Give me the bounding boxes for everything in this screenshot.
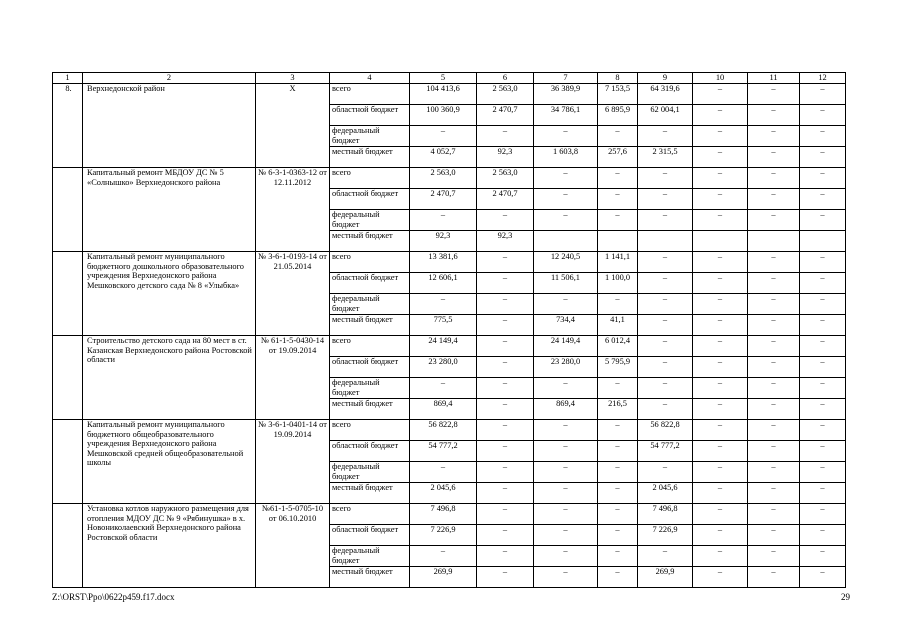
page-number: 29	[841, 592, 850, 602]
value-cell: –	[693, 399, 748, 420]
value-cell: –	[748, 378, 800, 399]
value-cell: 4 052,7	[410, 147, 477, 168]
value-cell: –	[800, 462, 846, 483]
document-number-cell: № 61-1-5-0430-14 от 19.09.2014	[256, 336, 330, 420]
row-number-cell	[53, 168, 83, 252]
value-cell: –	[693, 315, 748, 336]
value-cell: 11 506,1	[534, 273, 598, 294]
value-cell: 92,3	[410, 231, 477, 252]
column-number: 10	[693, 73, 748, 84]
value-cell: –	[800, 336, 846, 357]
value-cell: 2 470,7	[477, 105, 534, 126]
value-cell: 2 563,0	[477, 168, 534, 189]
value-cell: –	[638, 357, 693, 378]
value-cell: 6 012,4	[598, 336, 638, 357]
value-cell: –	[748, 462, 800, 483]
value-cell: 1 603,8	[534, 147, 598, 168]
budget-source-cell: областной бюджет	[330, 441, 410, 462]
budget-source-cell: федеральный бюджет	[330, 126, 410, 147]
value-cell: 216,5	[598, 399, 638, 420]
value-cell: –	[693, 105, 748, 126]
value-cell: 7 496,8	[638, 504, 693, 525]
value-cell: 257,6	[598, 147, 638, 168]
value-cell: –	[800, 126, 846, 147]
budget-source-cell: всего	[330, 420, 410, 441]
value-cell: 104 413,6	[410, 84, 477, 105]
budget-source-cell: местный бюджет	[330, 567, 410, 588]
value-cell: –	[638, 252, 693, 273]
value-cell: –	[598, 210, 638, 231]
budget-source-cell: федеральный бюджет	[330, 294, 410, 315]
value-cell: 2 470,7	[477, 189, 534, 210]
value-cell: –	[748, 546, 800, 567]
value-cell: –	[693, 294, 748, 315]
value-cell: –	[748, 168, 800, 189]
column-number: 11	[748, 73, 800, 84]
object-name-cell: Установка котлов наружного размещения для отопления МДОУ ДС № 9 «Рябинушка» в х. Новониколаевский Верхнедонского района Ростовской области	[83, 504, 256, 588]
value-cell: –	[638, 399, 693, 420]
value-cell: –	[534, 525, 598, 546]
value-cell: –	[693, 525, 748, 546]
value-cell: –	[693, 420, 748, 441]
value-cell: –	[477, 126, 534, 147]
value-cell: –	[598, 126, 638, 147]
value-cell: –	[693, 336, 748, 357]
value-cell: –	[800, 525, 846, 546]
value-cell: –	[598, 378, 638, 399]
value-cell: 92,3	[477, 231, 534, 252]
row-number-cell	[53, 420, 83, 504]
budget-source-cell: федеральный бюджет	[330, 378, 410, 399]
value-cell: –	[477, 378, 534, 399]
value-cell: –	[800, 399, 846, 420]
budget-source-cell: областной бюджет	[330, 525, 410, 546]
value-cell: –	[477, 399, 534, 420]
budget-source-cell: федеральный бюджет	[330, 546, 410, 567]
column-number: 4	[330, 73, 410, 84]
value-cell: –	[477, 567, 534, 588]
value-cell	[800, 231, 846, 252]
value-cell	[693, 231, 748, 252]
value-cell: –	[748, 210, 800, 231]
value-cell: 869,4	[410, 399, 477, 420]
value-cell: –	[638, 294, 693, 315]
value-cell: 269,9	[638, 567, 693, 588]
budget-source-cell: областной бюджет	[330, 105, 410, 126]
row-number-cell: 8.	[53, 84, 83, 168]
value-cell: –	[748, 504, 800, 525]
value-cell: –	[800, 420, 846, 441]
value-cell: –	[638, 210, 693, 231]
row-number-cell	[53, 336, 83, 420]
value-cell: –	[800, 483, 846, 504]
column-number: 3	[256, 73, 330, 84]
value-cell: –	[477, 210, 534, 231]
value-cell: –	[800, 357, 846, 378]
budget-source-cell: всего	[330, 252, 410, 273]
value-cell: 5 795,9	[598, 357, 638, 378]
table-row	[53, 504, 846, 525]
value-cell: –	[477, 252, 534, 273]
value-cell: –	[638, 378, 693, 399]
value-cell: 54 777,2	[638, 441, 693, 462]
value-cell: 869,4	[534, 399, 598, 420]
column-number: 1	[53, 73, 83, 84]
value-cell: –	[748, 315, 800, 336]
value-cell: –	[693, 546, 748, 567]
value-cell: –	[800, 168, 846, 189]
value-cell: 2 315,5	[638, 147, 693, 168]
value-cell: –	[598, 294, 638, 315]
value-cell: –	[800, 567, 846, 588]
value-cell: –	[748, 357, 800, 378]
budget-source-cell: местный бюджет	[330, 483, 410, 504]
value-cell: –	[598, 567, 638, 588]
value-cell: 64 319,6	[638, 84, 693, 105]
budget-source-cell: всего	[330, 168, 410, 189]
value-cell: 23 280,0	[410, 357, 477, 378]
value-cell: –	[534, 189, 598, 210]
value-cell: –	[800, 273, 846, 294]
budget-source-cell: местный бюджет	[330, 147, 410, 168]
value-cell: 2 045,6	[638, 483, 693, 504]
budget-source-cell: всего	[330, 84, 410, 105]
value-cell: –	[638, 315, 693, 336]
value-cell: –	[534, 441, 598, 462]
value-cell: –	[638, 273, 693, 294]
value-cell: –	[693, 126, 748, 147]
document-number-cell: № 3-6-1-0193-14 от 21.05.2014	[256, 252, 330, 336]
budget-source-cell: местный бюджет	[330, 231, 410, 252]
budget-source-cell: местный бюджет	[330, 399, 410, 420]
value-cell: –	[800, 252, 846, 273]
value-cell: –	[598, 441, 638, 462]
value-cell: –	[477, 462, 534, 483]
value-cell: 2 470,7	[410, 189, 477, 210]
value-cell: 23 280,0	[534, 357, 598, 378]
budget-source-cell: областной бюджет	[330, 273, 410, 294]
table-row	[53, 252, 846, 273]
value-cell	[638, 231, 693, 252]
table-row	[53, 84, 846, 105]
document-number-cell: № 6-3-1-0363-12 от 12.11.2012	[256, 168, 330, 252]
value-cell: –	[800, 105, 846, 126]
value-cell: 56 822,8	[638, 420, 693, 441]
value-cell: –	[534, 483, 598, 504]
value-cell: –	[748, 399, 800, 420]
value-cell: –	[748, 252, 800, 273]
value-cell: –	[748, 147, 800, 168]
value-cell: –	[693, 462, 748, 483]
value-cell: 13 381,6	[410, 252, 477, 273]
value-cell: –	[477, 525, 534, 546]
value-cell: 12 240,5	[534, 252, 598, 273]
value-cell: –	[534, 126, 598, 147]
value-cell: –	[534, 294, 598, 315]
value-cell: –	[477, 294, 534, 315]
value-cell: –	[638, 462, 693, 483]
value-cell: 24 149,4	[534, 336, 598, 357]
value-cell: –	[638, 336, 693, 357]
value-cell: 6 895,9	[598, 105, 638, 126]
value-cell: –	[748, 420, 800, 441]
value-cell: 2 563,0	[410, 168, 477, 189]
value-cell: –	[800, 294, 846, 315]
value-cell: –	[638, 546, 693, 567]
value-cell: –	[477, 336, 534, 357]
value-cell: –	[598, 189, 638, 210]
value-cell: –	[748, 483, 800, 504]
value-cell: –	[410, 546, 477, 567]
value-cell: 54 777,2	[410, 441, 477, 462]
value-cell: –	[693, 252, 748, 273]
value-cell: –	[477, 273, 534, 294]
budget-source-cell: федеральный бюджет	[330, 462, 410, 483]
value-cell: –	[598, 525, 638, 546]
value-cell: –	[693, 483, 748, 504]
value-cell: –	[800, 546, 846, 567]
value-cell: –	[800, 84, 846, 105]
value-cell: –	[748, 84, 800, 105]
value-cell: –	[800, 504, 846, 525]
value-cell: –	[693, 441, 748, 462]
value-cell: –	[534, 210, 598, 231]
table-row	[53, 168, 846, 189]
value-cell: –	[748, 441, 800, 462]
value-cell: 62 004,1	[638, 105, 693, 126]
value-cell	[748, 231, 800, 252]
budget-source-cell: местный бюджет	[330, 315, 410, 336]
value-cell: –	[693, 504, 748, 525]
value-cell: –	[534, 567, 598, 588]
value-cell: –	[598, 168, 638, 189]
value-cell: –	[800, 210, 846, 231]
value-cell: –	[410, 462, 477, 483]
object-name-cell: Капитальный ремонт муниципального бюджетного общеобразовательного учреждения Верхнедонского района Мешковской средней общеобразовательной школы	[83, 420, 256, 504]
value-cell: 56 822,8	[410, 420, 477, 441]
value-cell: –	[598, 483, 638, 504]
value-cell: 100 360,9	[410, 105, 477, 126]
value-cell: –	[693, 147, 748, 168]
column-number-row	[53, 73, 846, 84]
value-cell: 2 563,0	[477, 84, 534, 105]
budget-table	[52, 72, 846, 588]
column-number: 8	[598, 73, 638, 84]
value-cell: –	[693, 567, 748, 588]
footer-file-path: Z:\ORST\Ppo\0622p459.f17.docx	[52, 592, 175, 602]
value-cell: 775,5	[410, 315, 477, 336]
budget-source-cell: федеральный бюджет	[330, 210, 410, 231]
value-cell: –	[477, 546, 534, 567]
value-cell: –	[693, 210, 748, 231]
value-cell: 7 153,5	[598, 84, 638, 105]
table-row	[53, 420, 846, 441]
value-cell: –	[598, 504, 638, 525]
value-cell: –	[693, 189, 748, 210]
value-cell: –	[638, 126, 693, 147]
value-cell: –	[748, 336, 800, 357]
value-cell: 7 496,8	[410, 504, 477, 525]
value-cell: –	[748, 525, 800, 546]
column-number: 2	[83, 73, 256, 84]
value-cell: 36 389,9	[534, 84, 598, 105]
value-cell: –	[410, 210, 477, 231]
value-cell: –	[598, 546, 638, 567]
value-cell: –	[638, 189, 693, 210]
value-cell: 12 606,1	[410, 273, 477, 294]
value-cell: –	[693, 168, 748, 189]
value-cell: –	[800, 378, 846, 399]
value-cell: –	[748, 273, 800, 294]
value-cell: –	[477, 504, 534, 525]
value-cell	[598, 231, 638, 252]
value-cell: –	[693, 84, 748, 105]
budget-source-cell: областной бюджет	[330, 357, 410, 378]
value-cell: –	[477, 483, 534, 504]
object-name-cell: Капитальный ремонт муниципального бюджетного дошкольного образовательного учреждения Верхнедонского района Мешковского детского сада № 8 «Улыбка»	[83, 252, 256, 336]
value-cell: –	[748, 126, 800, 147]
value-cell: –	[477, 315, 534, 336]
value-cell: –	[477, 420, 534, 441]
value-cell: –	[534, 168, 598, 189]
object-name-cell: Верхнедонской район	[83, 84, 256, 168]
value-cell: 1 100,0	[598, 273, 638, 294]
value-cell: 7 226,9	[410, 525, 477, 546]
value-cell: 269,9	[410, 567, 477, 588]
value-cell: –	[534, 546, 598, 567]
value-cell: –	[410, 126, 477, 147]
value-cell: –	[534, 504, 598, 525]
value-cell: –	[410, 294, 477, 315]
value-cell: 41,1	[598, 315, 638, 336]
column-number: 9	[638, 73, 693, 84]
budget-source-cell: всего	[330, 504, 410, 525]
value-cell: 2 045,6	[410, 483, 477, 504]
document-number-cell: № 3-6-1-0401-14 от 19.09.2014	[256, 420, 330, 504]
value-cell: –	[800, 441, 846, 462]
value-cell: –	[748, 567, 800, 588]
document-number-cell: №61-1-5-0705-10 от 06.10.2010	[256, 504, 330, 588]
object-name-cell: Строительство детского сада на 80 мест в ст. Казанская Верхнедонского района Ростовской области	[83, 336, 256, 420]
column-number: 6	[477, 73, 534, 84]
value-cell: –	[693, 378, 748, 399]
object-name-cell: Капитальный ремонт МБДОУ ДС № 5 «Солнышко» Верхнедонского района	[83, 168, 256, 252]
value-cell: –	[693, 273, 748, 294]
value-cell: –	[638, 168, 693, 189]
value-cell: –	[598, 420, 638, 441]
value-cell: –	[693, 357, 748, 378]
value-cell: –	[800, 315, 846, 336]
value-cell: –	[477, 441, 534, 462]
row-number-cell	[53, 252, 83, 336]
row-number-cell	[53, 504, 83, 588]
value-cell: 34 786,1	[534, 105, 598, 126]
budget-source-cell: областной бюджет	[330, 189, 410, 210]
table-row	[53, 336, 846, 357]
value-cell: 734,4	[534, 315, 598, 336]
column-number: 12	[800, 73, 846, 84]
value-cell: 1 141,1	[598, 252, 638, 273]
budget-source-cell: всего	[330, 336, 410, 357]
value-cell: 7 226,9	[638, 525, 693, 546]
value-cell: –	[534, 420, 598, 441]
value-cell: –	[598, 462, 638, 483]
value-cell	[534, 231, 598, 252]
value-cell: 24 149,4	[410, 336, 477, 357]
value-cell: –	[534, 378, 598, 399]
value-cell: –	[477, 357, 534, 378]
value-cell: –	[748, 105, 800, 126]
column-number: 5	[410, 73, 477, 84]
value-cell: –	[748, 294, 800, 315]
value-cell: –	[800, 147, 846, 168]
column-number: 7	[534, 73, 598, 84]
value-cell: –	[410, 378, 477, 399]
value-cell: –	[534, 462, 598, 483]
document-number-cell: Х	[256, 84, 330, 168]
value-cell: –	[800, 189, 846, 210]
value-cell: –	[748, 189, 800, 210]
value-cell: 92,3	[477, 147, 534, 168]
